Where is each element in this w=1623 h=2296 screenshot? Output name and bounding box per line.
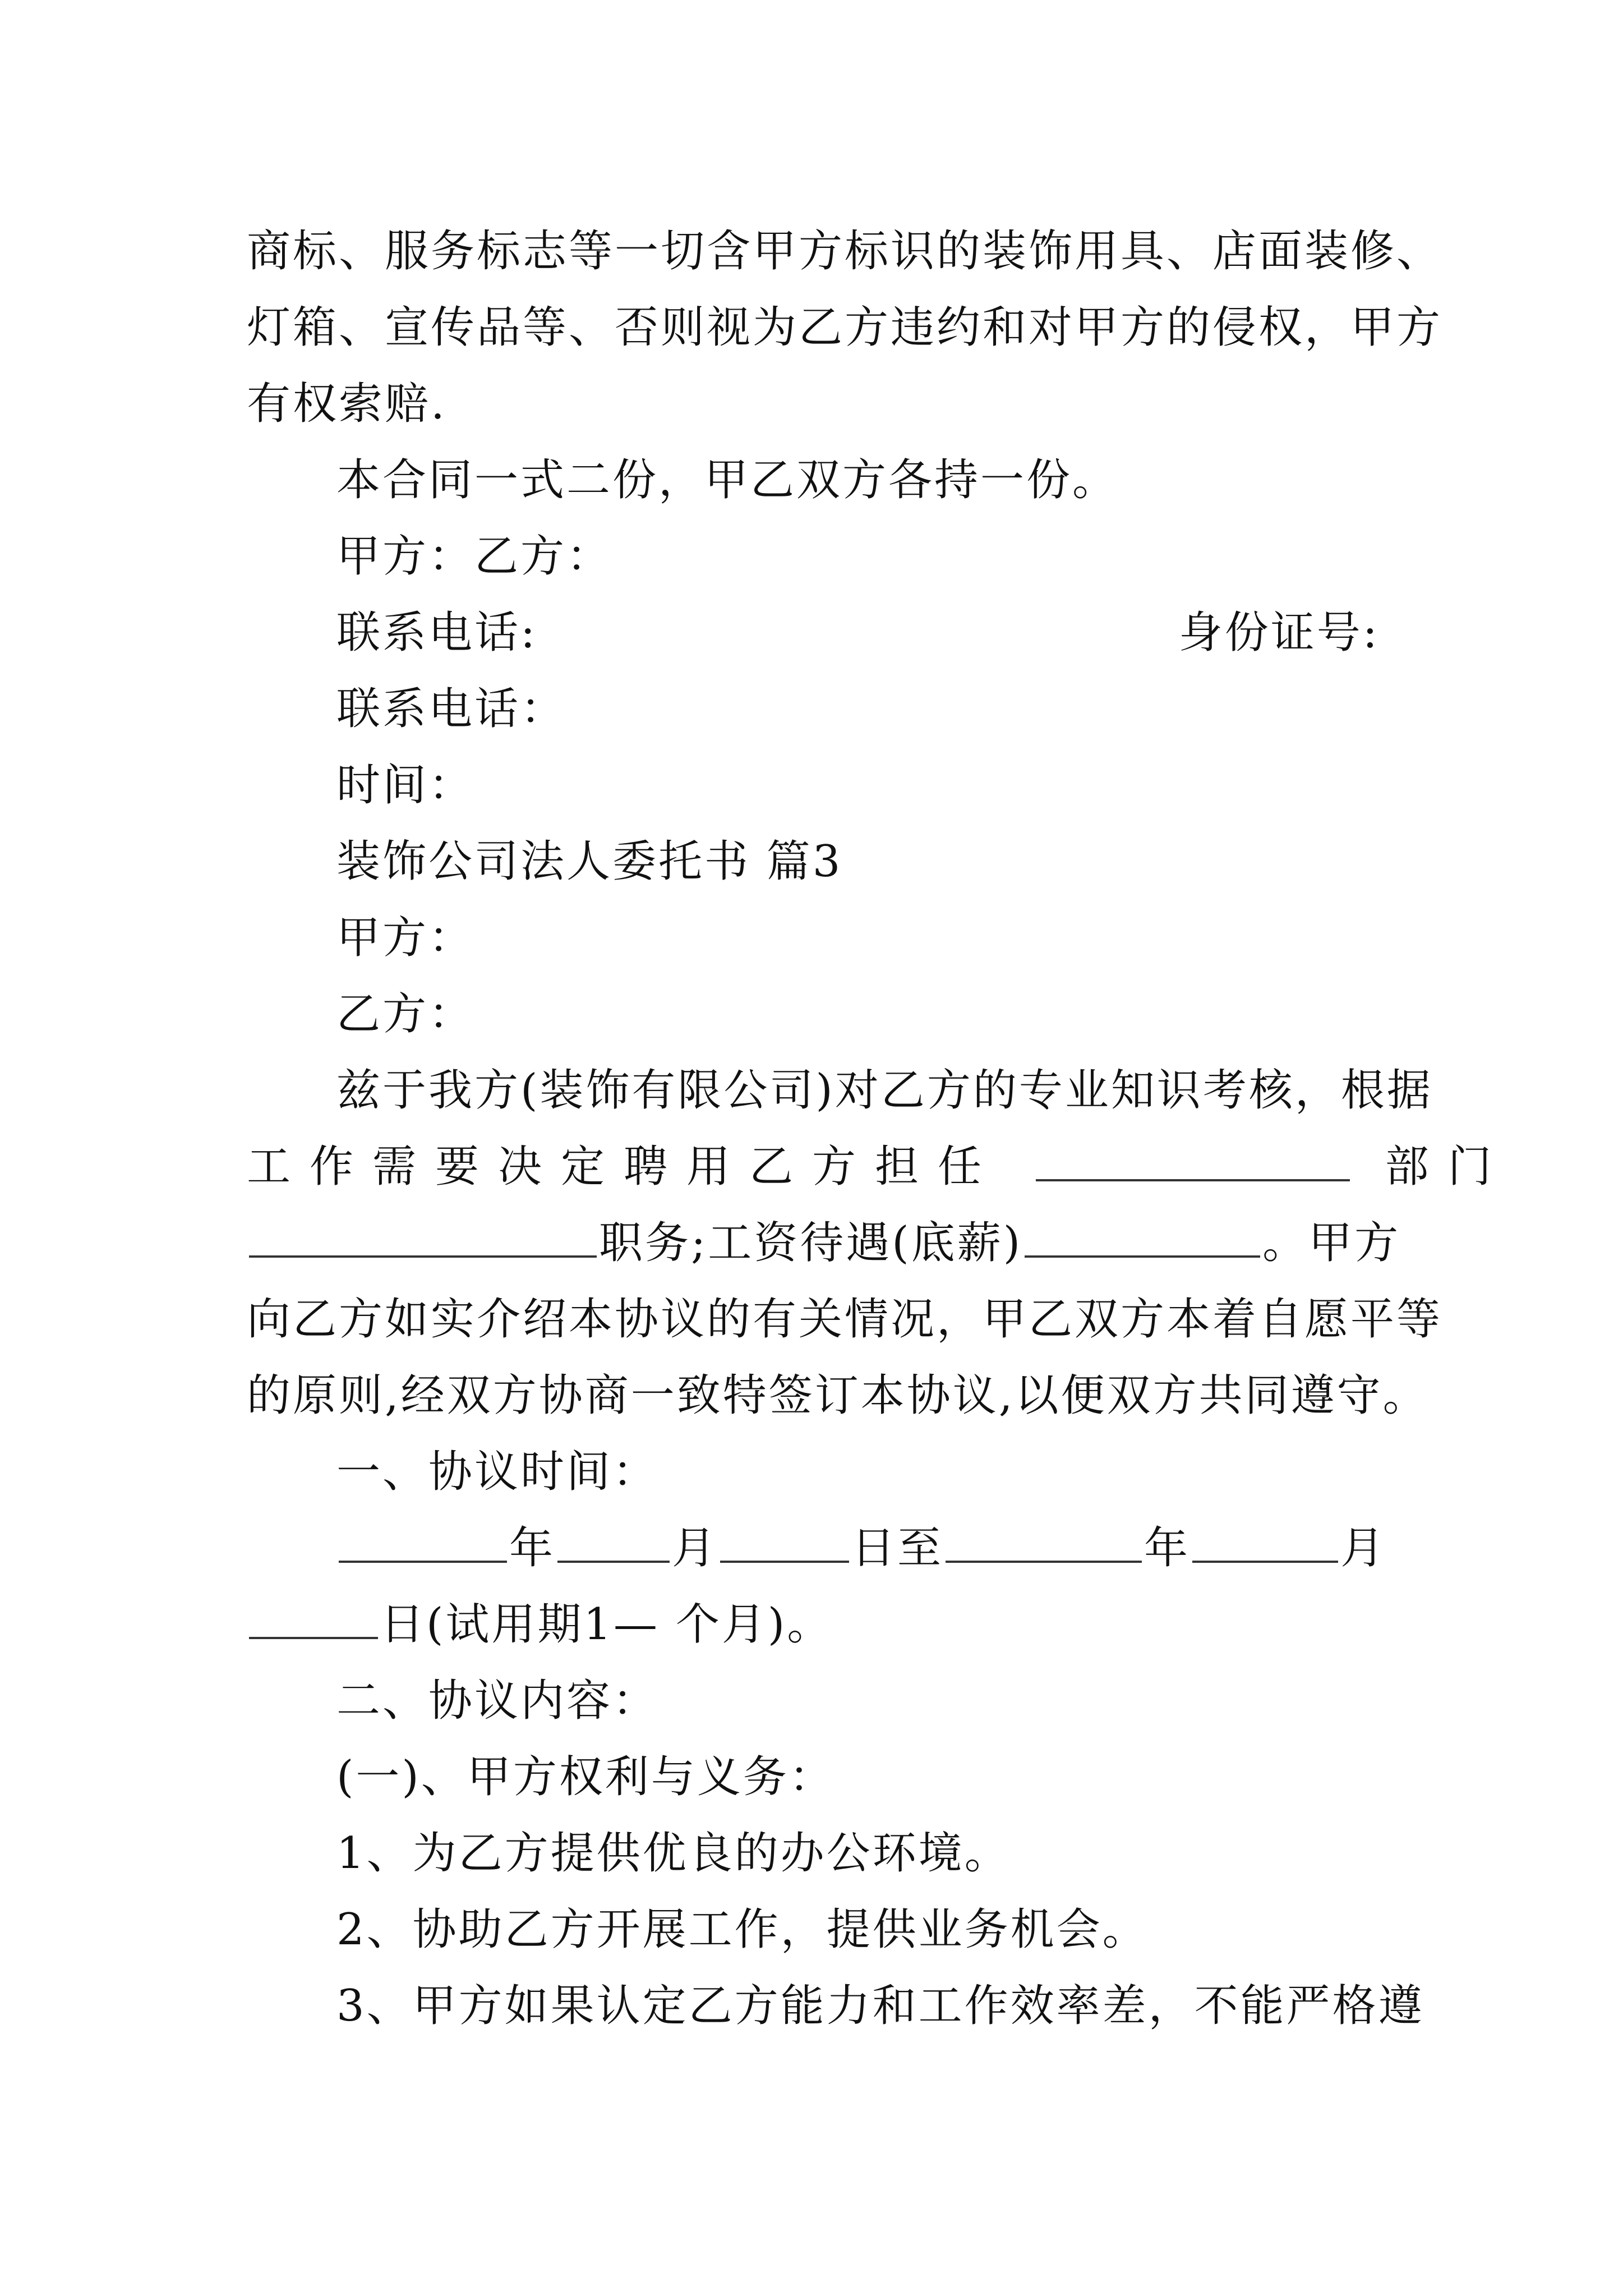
party-b-line: 乙方： xyxy=(336,989,475,1039)
paragraph-line: 有权索赔. xyxy=(247,379,447,429)
party-a-line: 甲方： xyxy=(336,913,475,963)
month-label: 月 xyxy=(1340,1523,1387,1573)
clause-heading: 二、协议内容： xyxy=(336,1676,659,1726)
salary-tail: 。甲方 xyxy=(1262,1218,1401,1268)
paragraph-line: 的原则,经双方协商一致特签订本协议,以便双方共同遵守。 xyxy=(247,1370,1429,1421)
day-blank xyxy=(249,1595,378,1639)
time-line: 时间： xyxy=(336,760,475,811)
list-item: 2、协助乙方开展工作，提供业务机会。 xyxy=(336,1904,1149,1955)
year-blank xyxy=(946,1519,1142,1563)
date-range-line xyxy=(336,1510,1387,1586)
signature-parties-line: 甲方：乙方： xyxy=(336,531,613,582)
month-blank xyxy=(1192,1519,1338,1563)
paragraph-line: 灯箱、宣传品等、否则视为乙方违约和对甲方的侵权，甲方 xyxy=(247,302,1443,353)
salary-line xyxy=(247,1205,1401,1281)
day-blank xyxy=(720,1519,849,1563)
salary-blank xyxy=(1025,1214,1260,1258)
employment-text: 工作需要决定聘用乙方担任 xyxy=(247,1142,1001,1192)
department-blank xyxy=(1036,1138,1350,1181)
contact-id-line xyxy=(336,595,1380,671)
contact-phone-label: 联系电话: xyxy=(336,608,538,658)
paragraph-line: 向乙方如实介绍本协议的有关情况，甲乙双方本着自愿平等 xyxy=(247,1294,1443,1345)
paragraph-line: 本合同一式二份，甲乙双方各持一份。 xyxy=(336,455,1119,505)
month-label: 月 xyxy=(672,1523,718,1573)
probation-line xyxy=(247,1586,1380,1663)
list-item: 3、甲方如果认定乙方能力和工作效率差，不能严格遵 xyxy=(336,1981,1424,2031)
sub-clause-heading: (一)、甲方权利与义务： xyxy=(336,1752,835,1802)
year-label: 年 xyxy=(509,1523,556,1573)
department-label: 部门 xyxy=(1385,1142,1511,1192)
probation-text: 日(试用期1— 个月)。 xyxy=(380,1599,833,1650)
contact-phone-line: 联系电话： xyxy=(336,684,567,734)
day-to-label: 日至 xyxy=(851,1523,944,1573)
section-heading: 装饰公司法人委托书 篇3 xyxy=(336,836,843,887)
position-blank xyxy=(249,1214,597,1258)
paragraph-line: 兹于我方(装饰有限公司)对乙方的专业知识考核，根据 xyxy=(336,1065,1433,1116)
clause-heading: 一、协议时间： xyxy=(336,1447,659,1497)
month-blank xyxy=(557,1519,670,1563)
list-item: 1、为乙方提供优良的办公环境。 xyxy=(336,1828,1011,1879)
year-label: 年 xyxy=(1144,1523,1191,1573)
salary-text: 职务;工资待遇(底薪) xyxy=(599,1218,1023,1268)
employment-line xyxy=(247,1129,1511,1205)
id-number-label: 身份证号: xyxy=(1178,608,1380,658)
paragraph-line: 商标、服务标志等一切含甲方标识的装饰用具、店面装修、 xyxy=(247,226,1443,277)
year-blank xyxy=(339,1519,507,1563)
